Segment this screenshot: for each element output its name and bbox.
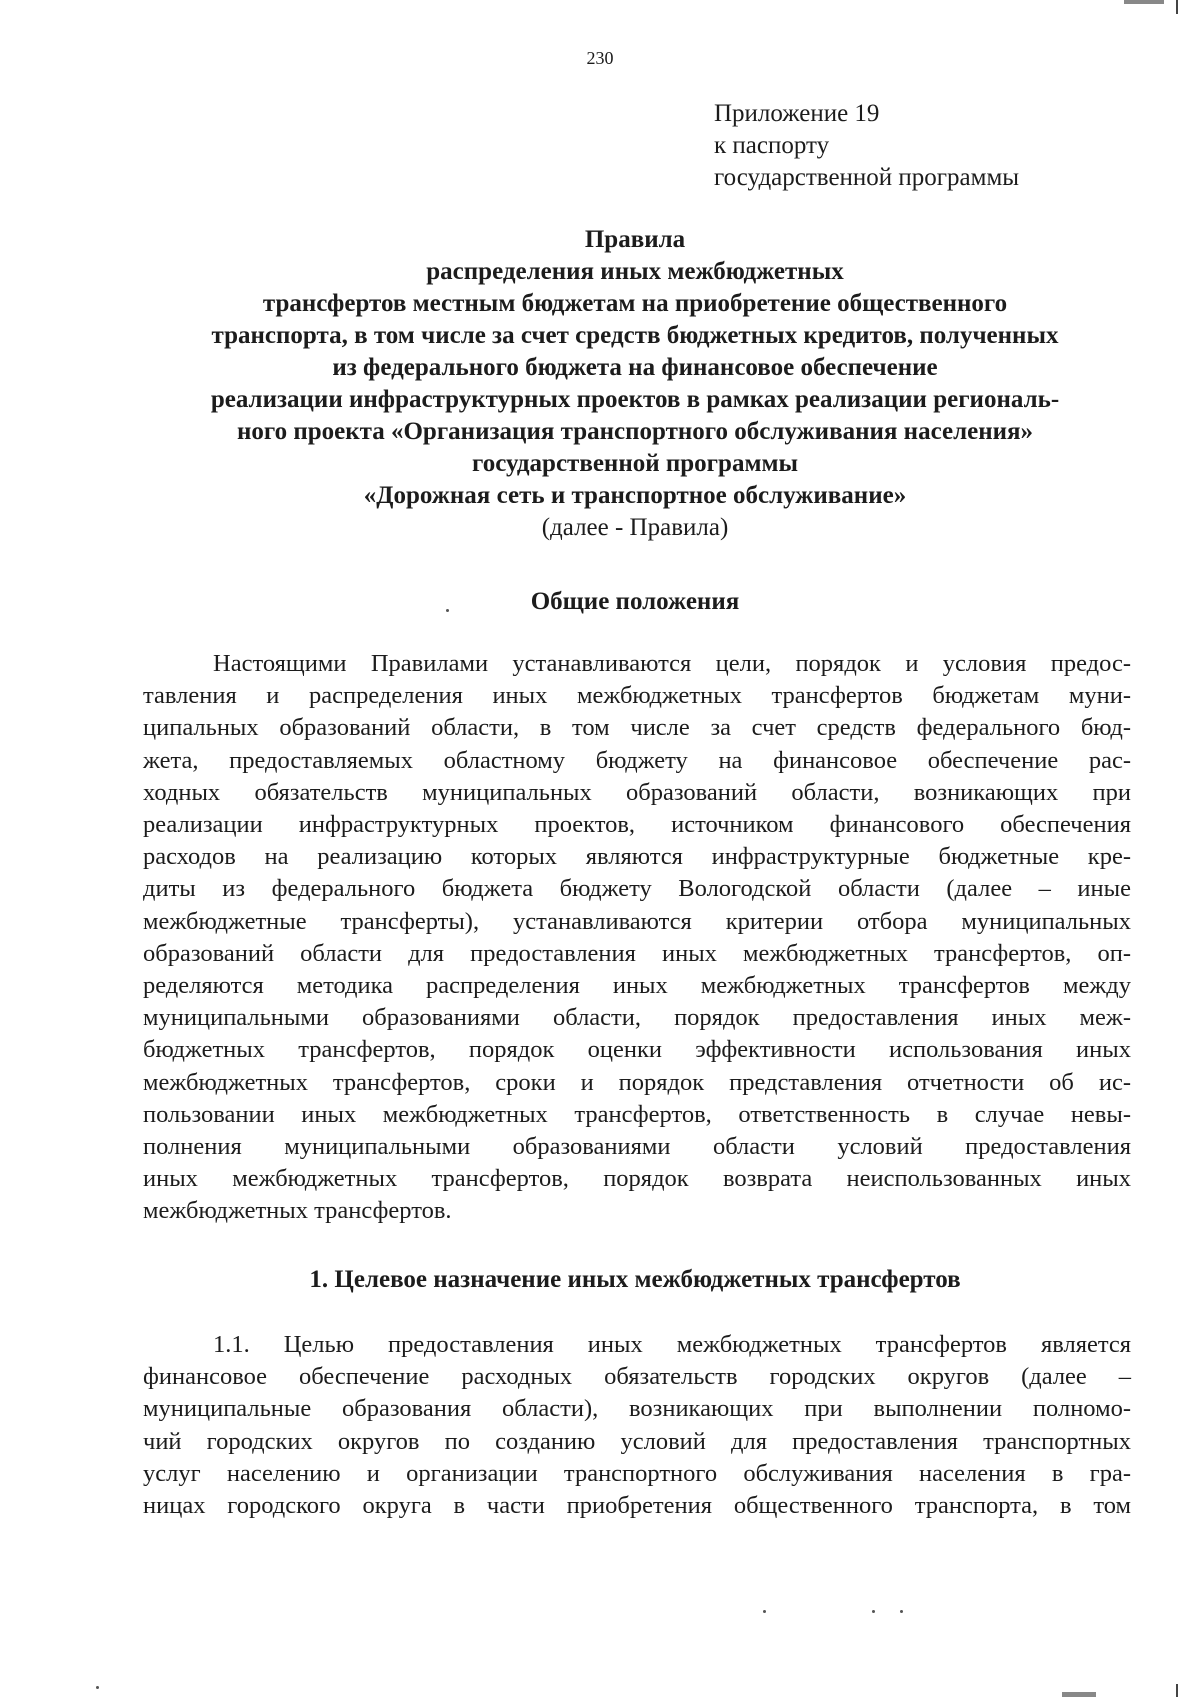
title-line: государственной программы: [471, 450, 799, 477]
scan-edge-mark: [1176, 0, 1178, 14]
paragraph-line: образований области для предоставления иных межбюджетных трансфертов, оп-: [143, 939, 1131, 967]
paragraph-line: муниципальными образованиями области, порядок предоставления иных меж-: [143, 1004, 1131, 1032]
title-line: трансфертов местным бюджетам на приобретение общественного: [262, 290, 1008, 317]
appendix-reference: [714, 98, 1019, 194]
title-subtitle: (далее - Правила): [541, 514, 729, 541]
title-line: транспорта, в том числе за счет средств бюджетных кредитов, полученных: [211, 322, 1059, 349]
scan-edge-mark: [1176, 1684, 1178, 1697]
title-line: ного проекта «Организация транспортного обслуживания населения»: [236, 418, 1034, 445]
paragraph-line: 1.1. Целью предоставления иных межбюджетных трансфертов является: [213, 1331, 1131, 1358]
paragraph-line: тавления и распределения иных межбюджетных трансфертов бюджетам муни-: [143, 682, 1131, 710]
paragraph-line: Настоящими Правилами устанавливаются цели, порядок и условия предос-: [213, 650, 1131, 677]
title-line: распределения иных межбюджетных: [426, 258, 844, 285]
paragraph-line: услуг населению и организации транспортного обслуживания населения в гра-: [143, 1459, 1131, 1487]
paragraph-line: ределяются методика распределения иных межбюджетных трансфертов между: [143, 972, 1131, 1000]
general-provisions-heading: Общие положения: [530, 588, 740, 615]
paragraph-line: муниципальные образования области), возникающих при выполнении полномо-: [143, 1395, 1131, 1423]
general-provisions-paragraph: [143, 648, 1131, 1228]
appendix-line: к паспорту: [714, 132, 830, 159]
paragraph-line: межбюджетных трансфертов, сроки и порядок представления отчетности об ис-: [143, 1068, 1131, 1096]
scan-speck: [872, 1610, 875, 1613]
document-title: [130, 224, 1140, 544]
appendix-line: Приложение 19: [714, 100, 880, 127]
title-line: из федерального бюджета на финансовое обеспечение: [332, 354, 938, 381]
scan-speck: [763, 1610, 766, 1613]
title-line: Правила: [584, 226, 686, 253]
paragraph-line: чий городских округов по созданию условий для предоставления транспортных: [143, 1427, 1131, 1455]
title-line: реализации инфраструктурных проектов в рамках реализации региональ-: [210, 386, 1060, 413]
paragraph-line: жета, предоставляемых областному бюджету на финансовое обеспечение рас-: [143, 746, 1131, 774]
scan-speck: [446, 609, 449, 612]
appendix-line: государственной программы: [714, 164, 1020, 191]
paragraph-line: диты из федерального бюджета бюджету Вологодской области (далее – иные: [143, 875, 1131, 903]
scan-speck: [96, 1686, 99, 1689]
scan-edge-mark: [1124, 0, 1164, 4]
scan-edge-mark: [1062, 1692, 1096, 1697]
paragraph-line: расходов на реализацию которых являются инфраструктурные бюджетные кре-: [143, 843, 1131, 871]
paragraph-line: межбюджетных трансфертов.: [143, 1197, 452, 1225]
paragraph-line: ницах городского округа в части приобретения общественного транспорта, в том: [143, 1492, 1131, 1520]
paragraph-line: финансовое обеспечение расходных обязательств городских округов (далее –: [143, 1363, 1131, 1391]
paragraph-line: ходных обязательств муниципальных образований области, возникающих при: [143, 778, 1131, 806]
page-number: 230: [586, 48, 614, 68]
title-line: «Дорожная сеть и транспортное обслуживание»: [363, 482, 907, 509]
section-1-paragraph: [143, 1329, 1131, 1522]
paragraph-line: бюджетных трансфертов, порядок оценки эффективности использования иных: [143, 1036, 1131, 1064]
paragraph-line: реализации инфраструктурных проектов, источником финансового обеспечения: [143, 811, 1131, 839]
paragraph-line: иных межбюджетных трансфертов, порядок возврата неиспользованных иных: [143, 1165, 1131, 1193]
paragraph-line: межбюджетные трансферты), устанавливаются критерии отбора муниципальных: [143, 907, 1131, 935]
scan-speck: [900, 1610, 903, 1613]
paragraph-line: ципальных образований области, в том числе за счет средств федерального бюд-: [143, 714, 1131, 742]
paragraph-line: пользовании иных межбюджетных трансфертов, ответственность в случае невы-: [143, 1100, 1131, 1128]
section-1-heading: 1. Целевое назначение иных межбюджетных трансфертов: [309, 1266, 961, 1293]
paragraph-line: полнения муниципальными образованиями области условий предоставления: [143, 1133, 1131, 1161]
